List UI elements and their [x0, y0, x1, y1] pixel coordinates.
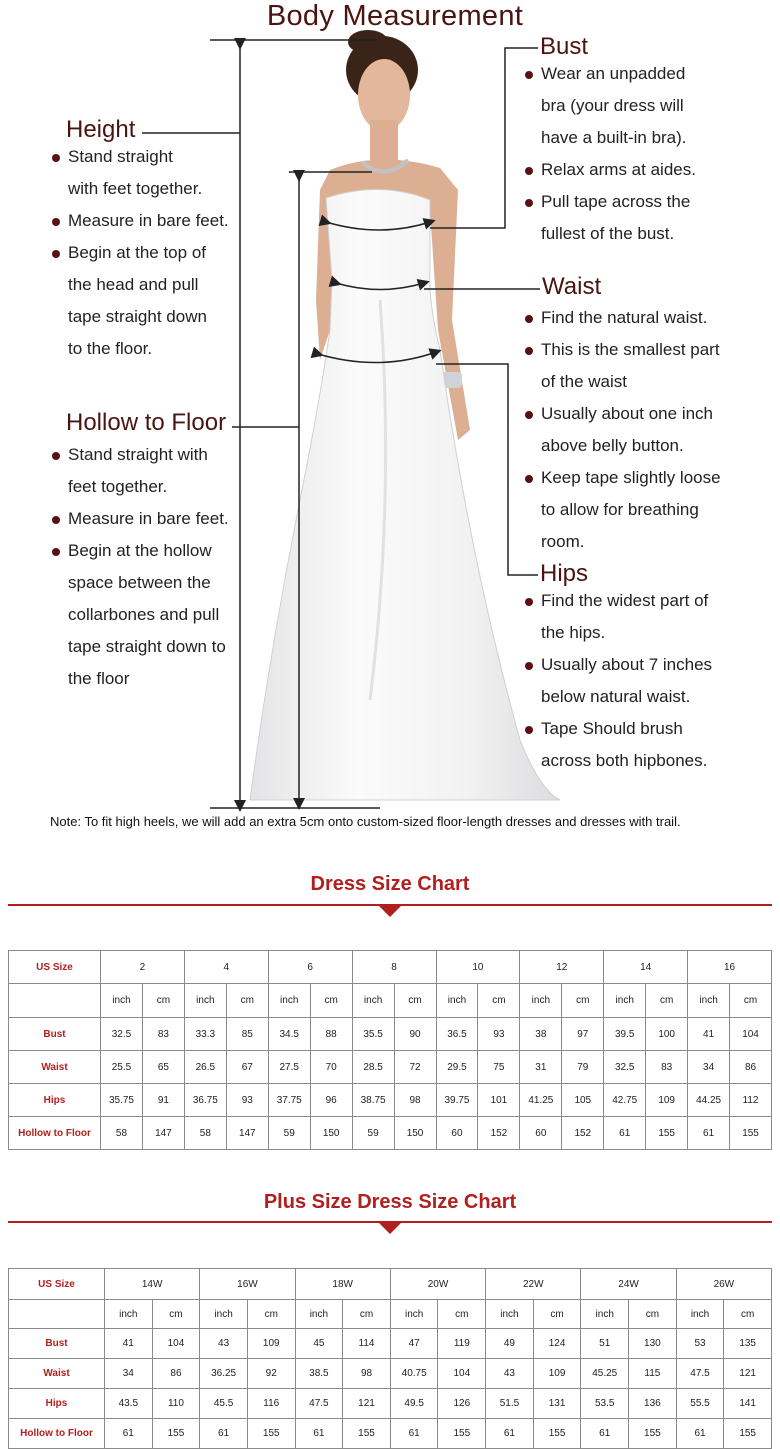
- value-cell: 61: [486, 1419, 534, 1449]
- value-cell: 98: [343, 1359, 391, 1389]
- value-cell: 35.75: [101, 1084, 143, 1117]
- value-cell: 121: [724, 1359, 772, 1389]
- value-cell: 36.5: [436, 1018, 478, 1051]
- unit-cell: cm: [343, 1300, 391, 1329]
- value-cell: 26.5: [184, 1051, 226, 1084]
- value-cell: 104: [152, 1329, 200, 1359]
- value-cell: 109: [247, 1329, 295, 1359]
- table-row: [9, 1084, 772, 1117]
- unit-corner-cell: [9, 1300, 105, 1329]
- value-cell: 104: [730, 1018, 772, 1051]
- waist-item: Usually about one inch above belly button.: [525, 398, 721, 462]
- hips-item: Tape Should brush across both hipbones.: [525, 713, 712, 777]
- size-cell: 8: [352, 951, 436, 984]
- value-cell: 61: [295, 1419, 343, 1449]
- value-cell: 51.5: [486, 1389, 534, 1419]
- table-row: [9, 1051, 772, 1084]
- value-cell: 43.5: [105, 1389, 153, 1419]
- size-cell: 22W: [486, 1269, 581, 1300]
- page-title: Body Measurement: [266, 0, 524, 32]
- height-heading: Height: [66, 116, 136, 143]
- unit-cell: inch: [184, 984, 226, 1018]
- height-list: [52, 141, 229, 365]
- size-cell: 14: [604, 951, 688, 984]
- value-cell: 27.5: [268, 1051, 310, 1084]
- value-cell: 25.5: [101, 1051, 143, 1084]
- value-cell: 41: [105, 1329, 153, 1359]
- value-cell: 83: [142, 1018, 184, 1051]
- unit-cell: inch: [581, 1300, 629, 1329]
- size-cell: 4: [184, 951, 268, 984]
- row-label-cell: Hips: [9, 1389, 105, 1419]
- value-cell: 45.5: [200, 1389, 248, 1419]
- unit-cell: cm: [646, 984, 688, 1018]
- unit-cell: cm: [478, 984, 520, 1018]
- height-item: Stand straight with feet together.: [52, 141, 229, 205]
- value-cell: 96: [310, 1084, 352, 1117]
- table-row: [9, 1359, 772, 1389]
- value-cell: 35.5: [352, 1018, 394, 1051]
- waist-item: This is the smallest part of the waist: [525, 334, 721, 398]
- row-label-cell: Hollow to Floor: [9, 1117, 101, 1150]
- hollow-item: Begin at the hollow space between the collarbones and pull tape straight down to the floor: [52, 535, 229, 695]
- value-cell: 31: [520, 1051, 562, 1084]
- value-cell: 105: [562, 1084, 604, 1117]
- value-cell: 150: [310, 1117, 352, 1150]
- value-cell: 109: [646, 1084, 688, 1117]
- table-row: [9, 1329, 772, 1359]
- table-row: [9, 1117, 772, 1150]
- hollow-heading: Hollow to Floor: [66, 409, 227, 436]
- row-label-cell: Bust: [9, 1018, 101, 1051]
- value-cell: 85: [226, 1018, 268, 1051]
- hips-item: Usually about 7 inches below natural waist.: [525, 649, 712, 713]
- size-header-row: [9, 951, 772, 984]
- value-cell: 28.5: [352, 1051, 394, 1084]
- size-cell: 26W: [676, 1269, 771, 1300]
- unit-cell: cm: [310, 984, 352, 1018]
- value-cell: 58: [184, 1117, 226, 1150]
- row-label-cell: Waist: [9, 1051, 101, 1084]
- value-cell: 100: [646, 1018, 688, 1051]
- value-cell: 101: [478, 1084, 520, 1117]
- value-cell: 109: [533, 1359, 581, 1389]
- dress-chart-pointer: [378, 905, 402, 917]
- unit-cell: cm: [152, 1300, 200, 1329]
- row-label-cell: Hips: [9, 1084, 101, 1117]
- value-cell: 61: [581, 1419, 629, 1449]
- unit-cell: inch: [436, 984, 478, 1018]
- plus-chart-title: Plus Size Dress Size Chart: [263, 1191, 517, 1213]
- size-cell: 2: [101, 951, 185, 984]
- bust-item: Pull tape across the fullest of the bust.: [525, 186, 696, 250]
- height-item: Begin at the top of the head and pull tape straight down to the floor.: [52, 237, 229, 365]
- unit-row: [9, 1300, 772, 1329]
- value-cell: 155: [533, 1419, 581, 1449]
- value-cell: 38: [520, 1018, 562, 1051]
- value-cell: 34.5: [268, 1018, 310, 1051]
- value-cell: 155: [247, 1419, 295, 1449]
- value-cell: 60: [436, 1117, 478, 1150]
- value-cell: 38.5: [295, 1359, 343, 1389]
- size-cell: 10: [436, 951, 520, 984]
- value-cell: 61: [390, 1419, 438, 1449]
- height-item: Measure in bare feet.: [52, 205, 229, 237]
- value-cell: 29.5: [436, 1051, 478, 1084]
- value-cell: 37.75: [268, 1084, 310, 1117]
- unit-cell: inch: [352, 984, 394, 1018]
- value-cell: 104: [438, 1359, 486, 1389]
- value-cell: 44.25: [688, 1084, 730, 1117]
- bust-item: Wear an unpadded bra (your dress will have a built-in bra).: [525, 58, 696, 154]
- value-cell: 38.75: [352, 1084, 394, 1117]
- value-cell: 67: [226, 1051, 268, 1084]
- unit-cell: cm: [226, 984, 268, 1018]
- model-figure: [250, 30, 560, 800]
- value-cell: 72: [394, 1051, 436, 1084]
- unit-cell: inch: [200, 1300, 248, 1329]
- plus-size-table: [8, 1268, 772, 1449]
- value-cell: 61: [200, 1419, 248, 1449]
- value-cell: 34: [688, 1051, 730, 1084]
- value-cell: 119: [438, 1329, 486, 1359]
- value-cell: 32.5: [604, 1051, 646, 1084]
- dress-size-table: [8, 950, 772, 1150]
- value-cell: 59: [352, 1117, 394, 1150]
- size-cell: 12: [520, 951, 604, 984]
- size-cell: 20W: [390, 1269, 485, 1300]
- table-row: [9, 1018, 772, 1051]
- bust-heading: Bust: [540, 33, 589, 60]
- value-cell: 61: [676, 1419, 724, 1449]
- waist-item: Find the natural waist.: [525, 302, 721, 334]
- unit-cell: cm: [562, 984, 604, 1018]
- row-label-cell: Bust: [9, 1329, 105, 1359]
- value-cell: 79: [562, 1051, 604, 1084]
- unit-cell: inch: [520, 984, 562, 1018]
- value-cell: 53.5: [581, 1389, 629, 1419]
- value-cell: 147: [226, 1117, 268, 1150]
- row-label-cell: Waist: [9, 1359, 105, 1389]
- value-cell: 61: [105, 1419, 153, 1449]
- size-label-cell: US Size: [9, 1269, 105, 1300]
- unit-cell: inch: [268, 984, 310, 1018]
- unit-cell: inch: [486, 1300, 534, 1329]
- unit-cell: inch: [688, 984, 730, 1018]
- value-cell: 97: [562, 1018, 604, 1051]
- value-cell: 150: [394, 1117, 436, 1150]
- value-cell: 141: [724, 1389, 772, 1419]
- value-cell: 59: [268, 1117, 310, 1150]
- hollow-item: Stand straight with feet together.: [52, 439, 229, 503]
- size-label-cell: US Size: [9, 951, 101, 984]
- value-cell: 40.75: [390, 1359, 438, 1389]
- value-cell: 155: [629, 1419, 677, 1449]
- unit-row: [9, 984, 772, 1018]
- value-cell: 93: [478, 1018, 520, 1051]
- value-cell: 155: [438, 1419, 486, 1449]
- hips-heading: Hips: [540, 560, 589, 587]
- size-cell: 6: [268, 951, 352, 984]
- unit-corner-cell: [9, 984, 101, 1018]
- value-cell: 53: [676, 1329, 724, 1359]
- value-cell: 83: [646, 1051, 688, 1084]
- value-cell: 47: [390, 1329, 438, 1359]
- size-cell: 18W: [295, 1269, 390, 1300]
- value-cell: 55.5: [676, 1389, 724, 1419]
- value-cell: 36.75: [184, 1084, 226, 1117]
- value-cell: 42.75: [604, 1084, 646, 1117]
- value-cell: 49.5: [390, 1389, 438, 1419]
- size-cell: 16W: [200, 1269, 295, 1300]
- value-cell: 90: [394, 1018, 436, 1051]
- hollow-item: Measure in bare feet.: [52, 503, 229, 535]
- value-cell: 43: [486, 1359, 534, 1389]
- value-cell: 45.25: [581, 1359, 629, 1389]
- table-row: [9, 1389, 772, 1419]
- unit-cell: inch: [101, 984, 143, 1018]
- unit-cell: inch: [604, 984, 646, 1018]
- waist-item: Keep tape slightly loose to allow for breathing room.: [525, 462, 721, 558]
- row-label-cell: Hollow to Floor: [9, 1419, 105, 1449]
- bust-item: Relax arms at aides.: [525, 154, 696, 186]
- value-cell: 34: [105, 1359, 153, 1389]
- unit-cell: cm: [438, 1300, 486, 1329]
- value-cell: 39.75: [436, 1084, 478, 1117]
- value-cell: 92: [247, 1359, 295, 1389]
- size-header-row: [9, 1269, 772, 1300]
- unit-cell: cm: [629, 1300, 677, 1329]
- value-cell: 32.5: [101, 1018, 143, 1051]
- value-cell: 88: [310, 1018, 352, 1051]
- unit-cell: inch: [295, 1300, 343, 1329]
- unit-cell: inch: [105, 1300, 153, 1329]
- value-cell: 45: [295, 1329, 343, 1359]
- hollow-list: [52, 439, 229, 695]
- unit-cell: cm: [724, 1300, 772, 1329]
- value-cell: 43: [200, 1329, 248, 1359]
- value-cell: 155: [730, 1117, 772, 1150]
- value-cell: 135: [724, 1329, 772, 1359]
- unit-cell: cm: [730, 984, 772, 1018]
- waist-heading: Waist: [542, 273, 602, 300]
- value-cell: 60: [520, 1117, 562, 1150]
- value-cell: 58: [101, 1117, 143, 1150]
- value-cell: 33.3: [184, 1018, 226, 1051]
- dress-chart-title: Dress Size Chart: [310, 873, 470, 895]
- unit-cell: cm: [247, 1300, 295, 1329]
- size-cell: 14W: [105, 1269, 200, 1300]
- value-cell: 41.25: [520, 1084, 562, 1117]
- unit-cell: cm: [142, 984, 184, 1018]
- unit-cell: inch: [676, 1300, 724, 1329]
- value-cell: 121: [343, 1389, 391, 1419]
- value-cell: 155: [343, 1419, 391, 1449]
- size-cell: 16: [688, 951, 772, 984]
- value-cell: 114: [343, 1329, 391, 1359]
- table-row: [9, 1419, 772, 1449]
- value-cell: 124: [533, 1329, 581, 1359]
- value-cell: 155: [724, 1419, 772, 1449]
- unit-cell: cm: [394, 984, 436, 1018]
- value-cell: 91: [142, 1084, 184, 1117]
- value-cell: 130: [629, 1329, 677, 1359]
- value-cell: 86: [152, 1359, 200, 1389]
- unit-cell: inch: [390, 1300, 438, 1329]
- plus-chart-pointer: [378, 1222, 402, 1234]
- value-cell: 51: [581, 1329, 629, 1359]
- value-cell: 155: [646, 1117, 688, 1150]
- waist-list: [525, 302, 721, 558]
- bust-list: [525, 58, 696, 250]
- value-cell: 36.25: [200, 1359, 248, 1389]
- value-cell: 39.5: [604, 1018, 646, 1051]
- value-cell: 47.5: [676, 1359, 724, 1389]
- value-cell: 41: [688, 1018, 730, 1051]
- value-cell: 131: [533, 1389, 581, 1419]
- value-cell: 152: [478, 1117, 520, 1150]
- value-cell: 86: [730, 1051, 772, 1084]
- value-cell: 116: [247, 1389, 295, 1419]
- size-cell: 24W: [581, 1269, 676, 1300]
- value-cell: 110: [152, 1389, 200, 1419]
- fit-note: Note: To fit high heels, we will add an extra 5cm onto custom-sized floor-length dresses and dresses with trail.: [50, 814, 681, 829]
- value-cell: 61: [604, 1117, 646, 1150]
- value-cell: 49: [486, 1329, 534, 1359]
- unit-cell: cm: [533, 1300, 581, 1329]
- value-cell: 65: [142, 1051, 184, 1084]
- value-cell: 115: [629, 1359, 677, 1389]
- value-cell: 112: [730, 1084, 772, 1117]
- hips-list: [525, 585, 712, 777]
- value-cell: 152: [562, 1117, 604, 1150]
- value-cell: 147: [142, 1117, 184, 1150]
- value-cell: 155: [152, 1419, 200, 1449]
- value-cell: 70: [310, 1051, 352, 1084]
- value-cell: 126: [438, 1389, 486, 1419]
- value-cell: 47.5: [295, 1389, 343, 1419]
- hips-item: Find the widest part of the hips.: [525, 585, 712, 649]
- value-cell: 61: [688, 1117, 730, 1150]
- value-cell: 136: [629, 1389, 677, 1419]
- value-cell: 75: [478, 1051, 520, 1084]
- value-cell: 98: [394, 1084, 436, 1117]
- value-cell: 93: [226, 1084, 268, 1117]
